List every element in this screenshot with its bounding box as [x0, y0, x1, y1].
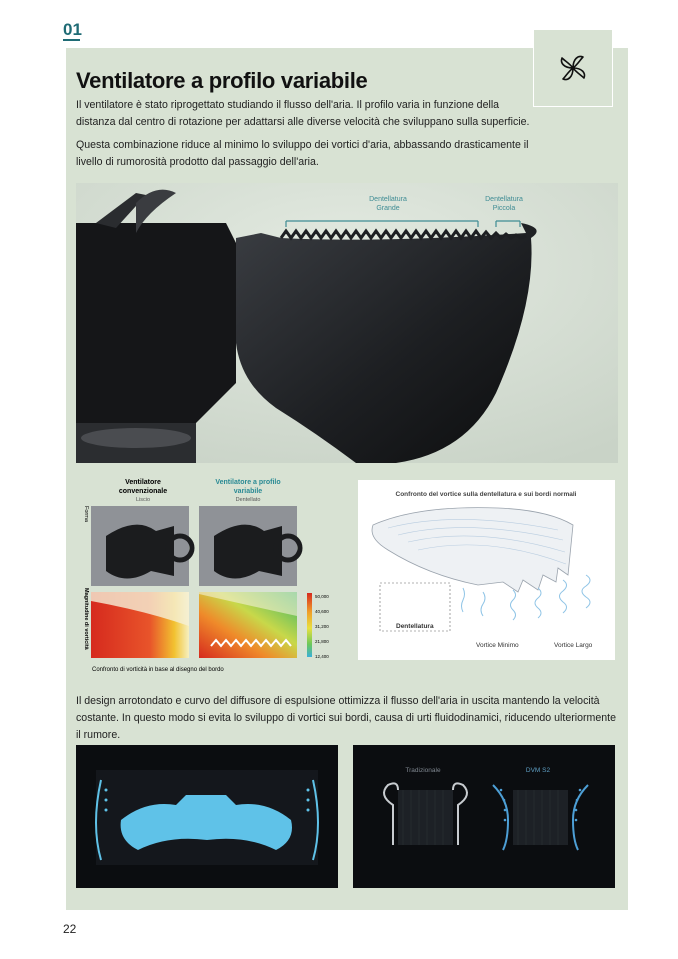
- label-piccola-2: Piccola: [492, 205, 516, 212]
- label-dentellatura: Dentellatura: [396, 623, 434, 630]
- intro-paragraph-1: Il ventilatore è stato riprogettato studiando il flusso dell'aria. Il profilo varia in funzione della distanza dal centro di rotazione per adattarsi alle diverse velocità che sviluppano sulla superficie.: [76, 99, 530, 128]
- row1-label: Forma: [83, 506, 89, 522]
- label-grande-2: Grande: [376, 205, 400, 212]
- col2-title-2: variabile: [233, 488, 263, 495]
- scale-4: 21,800: [315, 639, 329, 644]
- comparison-caption: Confronto di vorticità in base al disegno del bordo: [92, 667, 224, 673]
- label-tradizionale: Tradizionale: [405, 767, 441, 774]
- diffuser-comparison-image: [353, 745, 615, 888]
- page-title: Ventilatore a profilo variabile: [76, 68, 368, 93]
- label-vortice-minimo: Vortice Minimo: [476, 642, 519, 649]
- label-grande-1: Dentellatura: [369, 196, 407, 203]
- scale-2: 40,600: [315, 609, 329, 614]
- icon-box: [533, 29, 613, 107]
- scale-1: 50,000: [315, 594, 329, 599]
- col2-sub: Dentellato: [235, 497, 261, 503]
- col2-title-1: Ventilatore a profilo: [215, 479, 281, 486]
- page-number: 22: [63, 922, 77, 936]
- row2-label: Magnitudine di vorticità: [83, 588, 89, 650]
- vortex-diagram: [358, 480, 615, 660]
- diffuser-paragraph: Il design arrotondato e curvo del diffusore di espulsione ottimizza il flusso dell'aria in uscita mantendo la velocità costante. In questo modo si evita lo sviluppo di vortici sui bordi, causa di urti fluidodinamici, riducendo ulteriormente il rumore.: [76, 695, 616, 741]
- col1-sub: Liscio: [135, 497, 151, 503]
- label-piccola-1: Dentellatura: [485, 196, 523, 203]
- intro-paragraph-2: Questa combinazione riduce al minimo lo sviluppo dei vortici d'aria, abbassando drasticamente il livello di rumorosità prodotto dal passaggio dell'aria.: [76, 139, 529, 168]
- scale-5: 12,400: [315, 654, 329, 659]
- vorticity-comparison: [76, 476, 346, 676]
- vortex-title: Confronto del vortice sulla dentellatura e sui bordi normali: [395, 491, 577, 498]
- section-number: 01: [63, 20, 82, 39]
- label-vortice-largo: Vortice Largo: [554, 642, 593, 649]
- scale-3: 31,200: [315, 624, 329, 629]
- diffuser-flow-image: [76, 745, 338, 888]
- label-dvm: DVM S2: [525, 767, 551, 774]
- section-underline: [63, 39, 80, 41]
- col1-title-2: convenzionale: [118, 488, 168, 495]
- fan-icon: [556, 51, 590, 85]
- fan-blade-image: [76, 183, 618, 463]
- col1-title-1: Ventilatore: [125, 479, 161, 486]
